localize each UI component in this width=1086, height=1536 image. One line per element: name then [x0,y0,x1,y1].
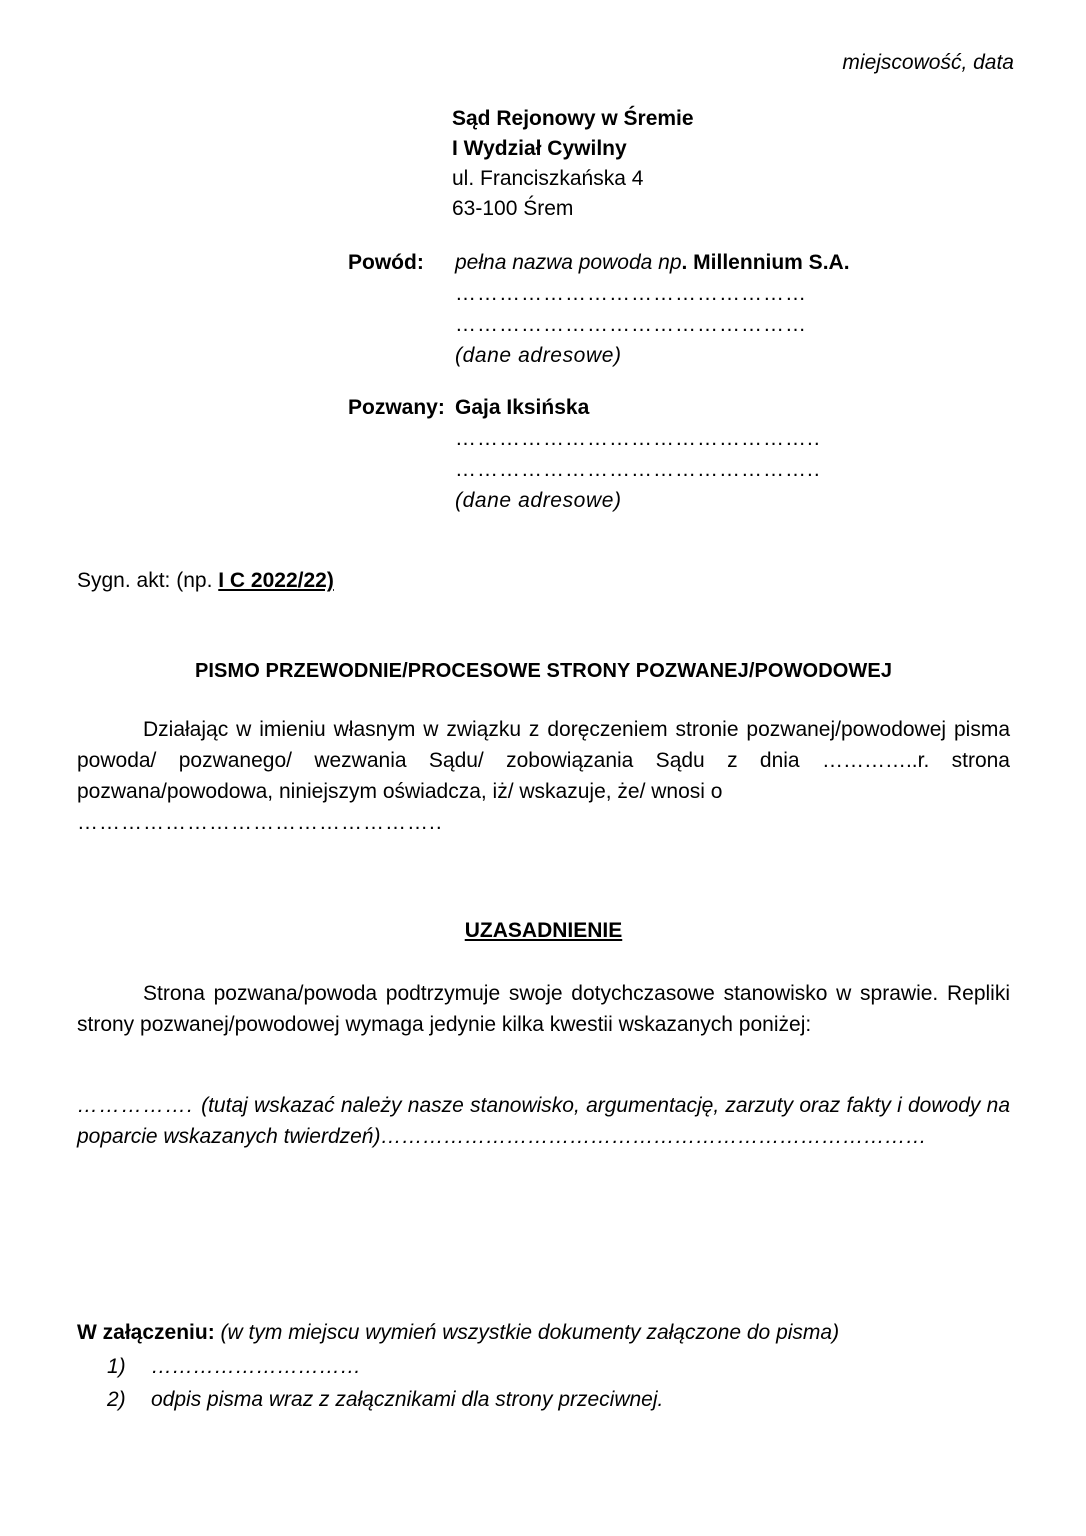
plaintiff-dots-line-1: ………………………………………… [455,282,807,305]
paragraph-argument-placeholder [77,1090,1010,1152]
paragraph-intro [77,714,1010,838]
attachment-text: ………………………… [151,1355,361,1378]
plaintiff-row [348,252,1008,273]
court-division: I Wydział Cywilny [452,137,627,160]
court-street: ul. Franciszkańska 4 [452,167,644,190]
attachments-block [77,1322,1010,1419]
attachments-note: (w tym miejscu wymień wszystkie dokumenty załączone do pisma) [220,1321,840,1344]
paragraph-argument-trailing-dots: …………………………………………………………………… [380,1125,927,1149]
list-item [77,1386,1010,1415]
case-signature-value: I C 2022/22) [218,569,334,592]
attachment-marker: 2) [107,1387,126,1411]
court-address-block [452,108,694,228]
locality-date-placeholder: miejscowość, data [842,51,1014,74]
defendant-block [348,397,1008,521]
paragraph-argument-text: (tutaj wskazać należy nasze stanowisko, argumentację, zarzuty oraz fakty i dowody na poparcie wskazanych twierdzeń) [77,1094,1011,1149]
paragraph-argument-prefix-dots: ……………. [77,1094,202,1117]
court-postal-city: 63-100 Śrem [452,197,574,220]
plaintiff-dots-line-2: ………………………………………… [455,313,807,336]
defendant-dots-line-2: ………………………………………….. [455,458,821,481]
paragraph-intro-dots: ………………………………………….. [77,811,443,835]
court-name: Sąd Rejonowy w Śremie [452,107,694,130]
plaintiff-value-bold: . Millennium S.A. [681,251,850,274]
section-title-justification: UZASADNIENIE [464,919,623,942]
plaintiff-value-italic: pełna nazwa powoda np [455,251,682,274]
defendant-address-note: (dane adresowe) [455,489,622,512]
attachments-label: W załączeniu: [77,1321,215,1344]
paragraph-position-text: Strona pozwana/powoda podtrzymuje swoje dotychczasowe stanowisko w sprawie. Repliki strony pozwanej/powodowej wymaga jedynie kilka kwestii wskazanych poniżej: [77,982,1010,1037]
case-signature-prefix: Sygn. akt: (np. [77,569,219,592]
case-signature [77,570,334,591]
plaintiff-address-note: (dane adresowe) [455,344,622,367]
attachments-heading [77,1322,1010,1343]
defendant-value: Gaja Iksińska [455,396,590,419]
attachments-list [77,1353,1010,1415]
plaintiff-value [455,252,1008,273]
plaintiff-label: Powód: [348,251,424,274]
list-item [77,1353,1010,1382]
defendant-row [348,397,1008,418]
attachment-marker: 1) [107,1355,126,1378]
paragraph-position [77,978,1010,1040]
plaintiff-block [348,252,1008,376]
attachment-text: odpis pisma wraz z załącznikami dla strony przeciwnej. [151,1387,664,1411]
defendant-label: Pozwany: [348,396,445,419]
defendant-dots-line-1: ………………………………………….. [455,427,821,450]
document-title: PISMO PRZEWODNIE/PROCESOWE STRONY POZWANEJ/POWODOWEJ [194,660,893,682]
paragraph-intro-text: Działając w imieniu własnym w związku z doręczeniem stronie pozwanej/powodowej pisma powoda/ pozwanego/ wezwania Sądu/ zobowiązania Sądu z dnia …………..r. strona pozwana/powodowa, niniejszym oświadcza, iż/ wskazuje, że/ wnosi o [77,718,1010,804]
